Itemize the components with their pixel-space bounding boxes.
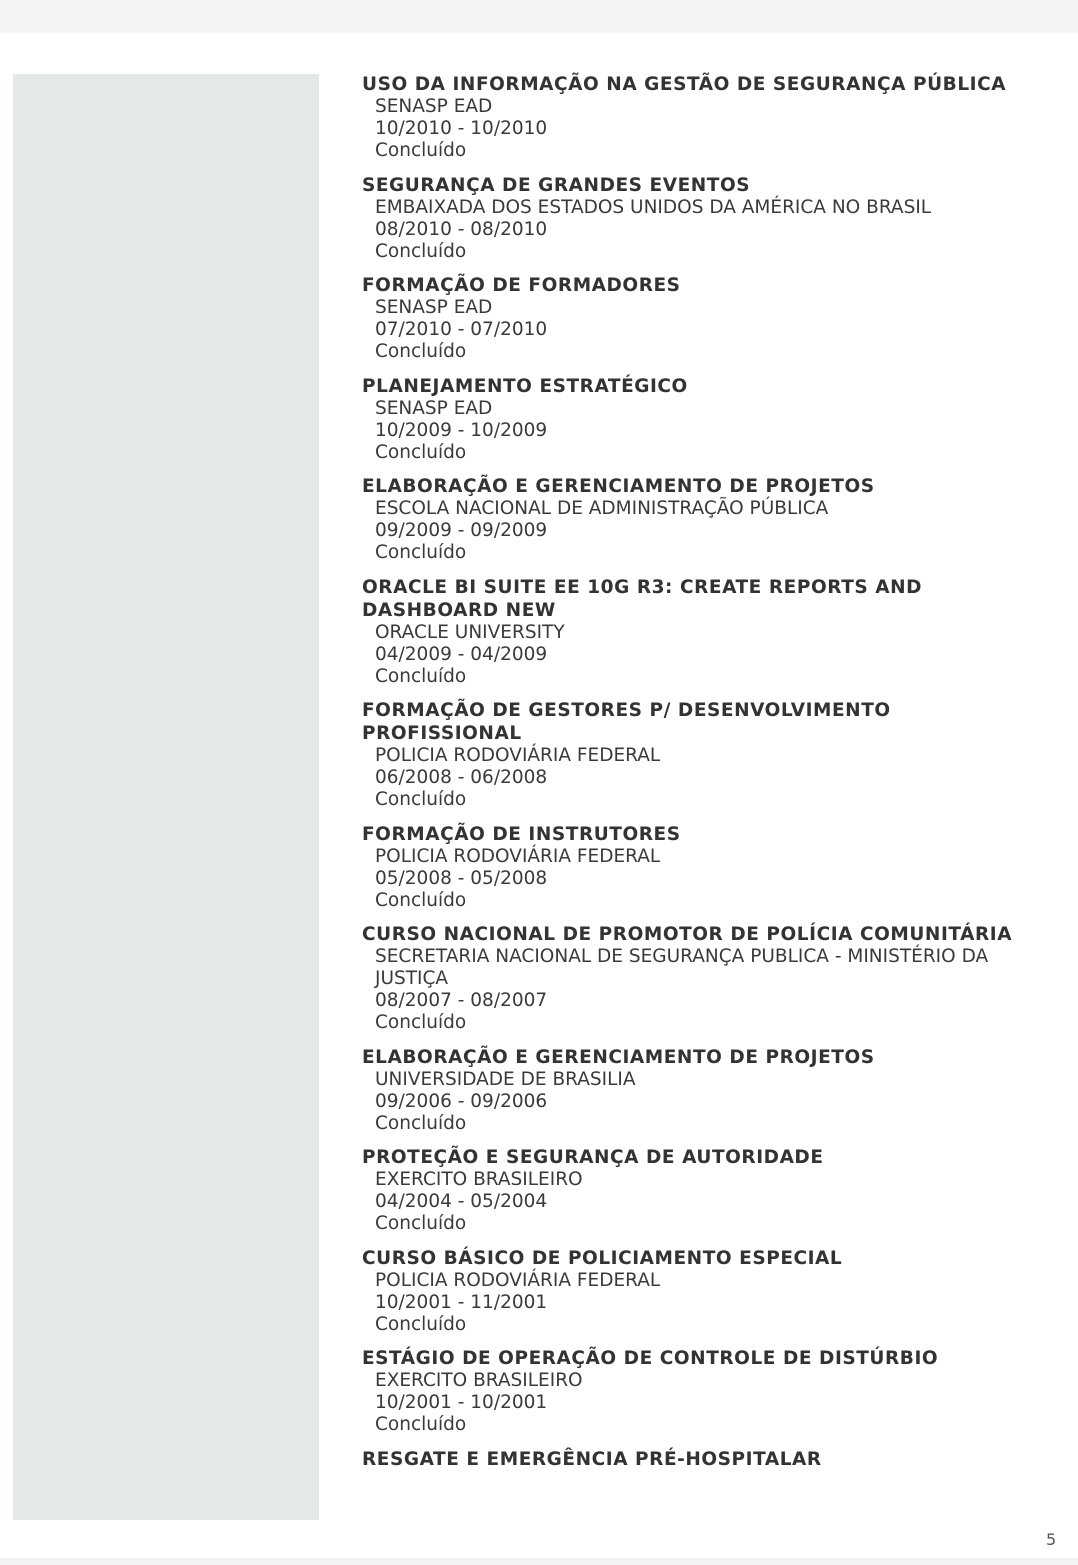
course-title: CURSO NACIONAL DE PROMOTOR DE POLÍCIA COMUNITÁRIA xyxy=(362,924,1013,945)
page-number: 5 xyxy=(1046,1530,1057,1549)
course-institution: EXERCITO BRASILEIRO xyxy=(375,1370,583,1391)
course-period: 05/2008 - 05/2008 xyxy=(375,867,548,889)
course-period: 08/2007 - 08/2007 xyxy=(375,990,548,1011)
course-title: ORACLE BI SUITE EE 10G R3: CREATE REPORTS AND DASHBOARD NEW xyxy=(362,576,923,621)
course-entry xyxy=(362,1146,1052,1235)
course-entry xyxy=(362,1247,1052,1336)
course-title: FORMAÇÃO DE INSTRUTORES xyxy=(362,823,681,845)
course-institution: SENASP EAD xyxy=(375,397,493,419)
course-period: 07/2010 - 07/2010 xyxy=(375,319,548,340)
course-entry xyxy=(362,923,1052,1034)
course-entry xyxy=(362,274,1052,363)
course-title: ELABORAÇÃO E GERENCIAMENTO DE PROJETOS xyxy=(362,1046,875,1068)
course-status: Concluído xyxy=(375,1213,467,1234)
course-entry xyxy=(362,823,1052,912)
course-period: 10/2010 - 10/2010 xyxy=(375,118,548,139)
course-title: SEGURANÇA DE GRANDES EVENTOS xyxy=(362,174,751,196)
course-period: 10/2001 - 11/2001 xyxy=(375,1291,548,1313)
course-status: Concluído xyxy=(375,1414,467,1435)
course-entry xyxy=(362,375,1052,464)
course-institution: EMBAIXADA DOS ESTADOS UNIDOS DA AMÉRICA NO BRASIL xyxy=(375,196,932,218)
course-status: Concluído xyxy=(375,1313,467,1335)
course-entry xyxy=(362,576,1052,688)
course-status: Concluído xyxy=(375,789,467,810)
course-institution: SENASP EAD xyxy=(375,297,493,318)
course-institution: ESCOLA NACIONAL DE ADMINISTRAÇÃO PÚBLICA xyxy=(375,498,829,519)
course-entry xyxy=(362,475,1052,564)
course-entry xyxy=(362,174,1052,263)
course-status: Concluído xyxy=(375,1112,467,1134)
course-status: Concluído xyxy=(375,240,467,262)
course-status: Concluído xyxy=(375,889,467,911)
course-institution: POLICIA RODOVIÁRIA FEDERAL xyxy=(375,745,661,766)
course-title: ESTÁGIO DE OPERAÇÃO DE CONTROLE DE DISTÚRBIO xyxy=(362,1348,939,1369)
course-institution: EXERCITO BRASILEIRO xyxy=(375,1169,583,1190)
course-period: 08/2010 - 08/2010 xyxy=(375,218,548,240)
viewer-top-band xyxy=(0,0,1078,33)
course-status: Concluído xyxy=(375,140,467,161)
course-period: 09/2009 - 09/2009 xyxy=(375,520,548,541)
course-entry xyxy=(362,73,1052,162)
course-period: 06/2008 - 06/2008 xyxy=(375,767,548,788)
course-period: 04/2009 - 04/2009 xyxy=(375,643,548,665)
course-period: 10/2001 - 10/2001 xyxy=(375,1392,548,1413)
sidebar-panel xyxy=(13,74,319,1520)
course-title: USO DA INFORMAÇÃO NA GESTÃO DE SEGURANÇA PÚBLICA xyxy=(362,74,1007,95)
course-title: PROTEÇÃO E SEGURANÇA DE AUTORIDADE xyxy=(362,1147,824,1168)
course-status: Concluído xyxy=(375,441,467,463)
document-page xyxy=(0,33,1078,1558)
course-institution: POLICIA RODOVIÁRIA FEDERAL xyxy=(375,845,661,867)
course-title: CURSO BÁSICO DE POLICIAMENTO ESPECIAL xyxy=(362,1247,843,1269)
course-period: 10/2009 - 10/2009 xyxy=(375,419,548,441)
course-entry xyxy=(362,699,1052,811)
course-title: ELABORAÇÃO E GERENCIAMENTO DE PROJETOS xyxy=(362,476,875,497)
course-title: FORMAÇÃO DE GESTORES P/ DESENVOLVIMENTO PROFISSIONAL xyxy=(362,700,891,744)
course-status: Concluído xyxy=(375,341,467,362)
course-period: 09/2006 - 09/2006 xyxy=(375,1090,548,1112)
course-institution: SECRETARIA NACIONAL DE SEGURANÇA PUBLICA - MINISTÉRIO DA JUSTIÇA xyxy=(375,946,989,989)
course-list xyxy=(362,73,1052,1482)
course-period: 04/2004 - 05/2004 xyxy=(375,1191,548,1212)
course-title: RESGATE E EMERGÊNCIA PRÉ-HOSPITALAR xyxy=(362,1448,822,1470)
course-entry xyxy=(362,1347,1052,1436)
course-status: Concluído xyxy=(375,665,467,687)
course-institution: UNIVERSIDADE DE BRASILIA xyxy=(375,1068,636,1090)
course-entry xyxy=(362,1046,1052,1135)
course-status: Concluído xyxy=(375,542,467,563)
course-title: FORMAÇÃO DE FORMADORES xyxy=(362,275,681,296)
course-institution: POLICIA RODOVIÁRIA FEDERAL xyxy=(375,1269,661,1291)
course-institution: SENASP EAD xyxy=(375,96,493,117)
course-status: Concluído xyxy=(375,1012,467,1033)
course-institution: ORACLE UNIVERSITY xyxy=(375,621,565,643)
course-title: PLANEJAMENTO ESTRATÉGICO xyxy=(362,375,688,397)
course-entry xyxy=(362,1448,1052,1471)
viewer-bottom-band xyxy=(0,1558,1078,1565)
